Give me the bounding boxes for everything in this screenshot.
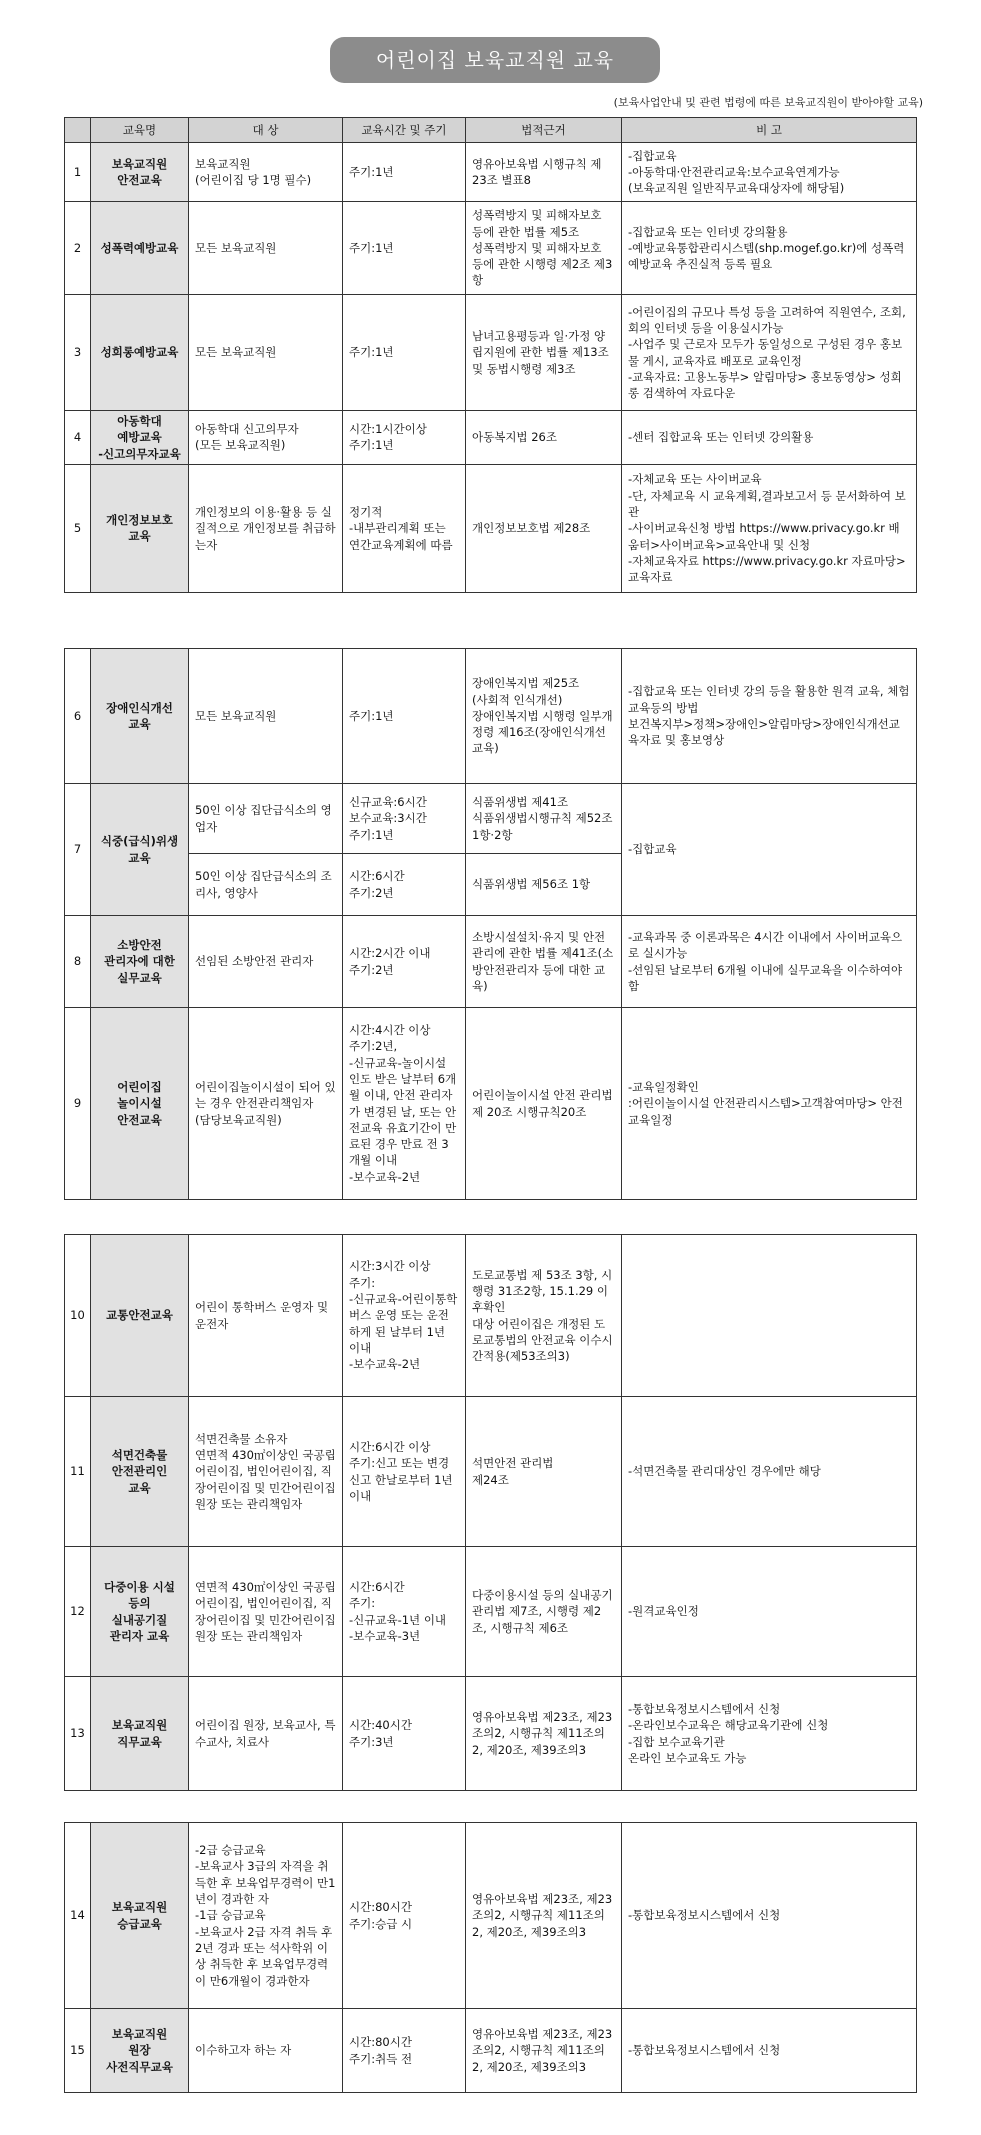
row-target: 어린이집 원장, 보육교사, 특수교사, 치료사 xyxy=(189,1677,343,1791)
row-note: -센터 집합교육 또는 인터넷 강의활용 xyxy=(622,411,917,465)
table-row xyxy=(65,916,917,1008)
row-target: 선임된 소방안전 관리자 xyxy=(189,916,343,1008)
row-no: 4 xyxy=(65,411,91,465)
table-row xyxy=(65,1677,917,1791)
row-note: -교육과목 중 이론과목은 4시간 이내에서 사이버교육으로 실시가능 -선임된 날로부터 6개월 이내에 실무교육을 이수하여야 함 xyxy=(622,916,917,1008)
table-row xyxy=(65,2009,917,2093)
row-name: 교통안전교육 xyxy=(91,1235,189,1397)
row-law: 어린이놀이시설 안전 관리법 제 20조 시행규칙20조 xyxy=(466,1008,622,1200)
page-title: 어린이집 보육교직원 교육 xyxy=(330,37,660,83)
row-target: 어린이 통학버스 운영자 및 운전자 xyxy=(189,1235,343,1397)
row-law: 소방시설설치·유지 및 안전관리에 관한 법률 제41조(소방안전관리자 등에 대한 교육) xyxy=(466,916,622,1008)
row-name: 보육교직원 직무교육 xyxy=(91,1677,189,1791)
row-target: 50인 이상 집단급식소의 영업자 xyxy=(189,784,343,854)
row-law: 성폭력방지 및 피해자보호 등에 관한 법률 제5조 성폭력방지 및 피해자보호 등에 관한 시행령 제2조 제3항 xyxy=(466,202,622,295)
row-name: 식중(급식)위생 교육 xyxy=(91,784,189,916)
row-note: -집합교육 xyxy=(622,784,917,916)
row-target: 석면건축물 소유자 연면적 430㎡이상인 국공립어린이집, 법인어린이집, 직장어린이집 및 민간어린이집 원장 또는 관리책임자 xyxy=(189,1397,343,1547)
table-row xyxy=(65,1547,917,1677)
row-name: 석면건축물 안전관리인 교육 xyxy=(91,1397,189,1547)
row-law: 남녀고용평등과 일·가정 양립지원에 관한 법률 제13조 및 동법시행령 제3조 xyxy=(466,295,622,411)
row-target: 개인정보의 이용·활용 등 실질적으로 개인정보를 취급하는자 xyxy=(189,464,343,592)
row-law: 영유아보육법 시행규칙 제23조 별표8 xyxy=(466,143,622,202)
row-target: 모든 보육교직원 xyxy=(189,649,343,784)
header-no xyxy=(65,118,91,143)
table-row xyxy=(65,143,917,202)
row-name: 보육교직원 승급교육 xyxy=(91,1823,189,2009)
row-name: 장애인식개선 교육 xyxy=(91,649,189,784)
row-law: 장애인복지법 제25조 (사회적 인식개선) 장애인복지법 시행령 일부개정령 제16조(장애인식개선 교육) xyxy=(466,649,622,784)
row-name: 소방안전 관리자에 대한 실무교육 xyxy=(91,916,189,1008)
row-name: 다중이용 시설 등의 실내공기질 관리자 교육 xyxy=(91,1547,189,1677)
row-time: 시간:6시간 주기:2년 xyxy=(343,854,466,916)
education-table-4 xyxy=(64,1822,917,2093)
row-no: 5 xyxy=(65,464,91,592)
row-time: 주기:1년 xyxy=(343,295,466,411)
row-target: -2급 승급교육 -보육교사 3급의 자격을 취득한 후 보육업무경력이 만1년이 경과한 자 -1급 승급교육 -보육교사 2급 자격 취득 후 2년 경과 또는 석사학위 이상 취득한 후 보육업무경력이 만6개월이 경과한자 xyxy=(189,1823,343,2009)
row-note: -어린이집의 규모나 특성 등을 고려하여 직원연수, 조회, 회의 인터넷 등을 이용실시가능 -사업주 및 근로자 모두가 동일성으로 구성된 경우 홍보물 게시, 교육자료 배포로 교육인정 -교육자료: 고용노동부> 알림마당> 홍보동영상> 성희롱 검색하여 자료다운 xyxy=(622,295,917,411)
row-law: 다중이용시설 등의 실내공기관리법 제7조, 시행령 제2조, 시행규칙 제6조 xyxy=(466,1547,622,1677)
row-no: 6 xyxy=(65,649,91,784)
row-note: -통합보육정보시스템에서 신청 xyxy=(622,1823,917,2009)
row-note: -집합교육 또는 인터넷 강의 등을 활용한 원격 교육, 체험 교육등의 방법 보건복지부>정책>장애인>알림마당>장애인식개선교육자료 및 홍보영상 xyxy=(622,649,917,784)
table-row xyxy=(65,1397,917,1547)
table-row xyxy=(65,464,917,592)
table-row xyxy=(65,202,917,295)
row-time: 시간:40시간 주기:3년 xyxy=(343,1677,466,1791)
row-time: 시간:6시간 주기: -신규교육-1년 이내 -보수교육-3년 xyxy=(343,1547,466,1677)
row-time: 시간:2시간 이내 주기:2년 xyxy=(343,916,466,1008)
row-time: 시간:6시간 이상 주기:신고 또는 변경신고 한날로부터 1년 이내 xyxy=(343,1397,466,1547)
row-law: 영유아보육법 제23조, 제23조의2, 시행규칙 제11조의2, 제20조, 제39조의3 xyxy=(466,1823,622,2009)
row-target: 모든 보육교직원 xyxy=(189,295,343,411)
header-target: 대 상 xyxy=(189,118,343,143)
row-no: 15 xyxy=(65,2009,91,2093)
row-time: 주기:1년 xyxy=(343,649,466,784)
row-no: 13 xyxy=(65,1677,91,1791)
row-no: 8 xyxy=(65,916,91,1008)
table-row xyxy=(65,1008,917,1200)
row-target: 보육교직원 (어린이집 당 1명 필수) xyxy=(189,143,343,202)
row-time: 정기적 -내부관리계획 또는 연간교육계획에 따름 xyxy=(343,464,466,592)
row-target: 모든 보육교직원 xyxy=(189,202,343,295)
row-time: 주기:1년 xyxy=(343,143,466,202)
page-subtitle: (보육사업안내 및 관련 법령에 따른 보육교직원이 받아야할 교육) xyxy=(613,96,923,109)
row-target: 연면적 430㎡이상인 국공립어린이집, 법인어린이집, 직장어린이집 및 민간어린이집 원장 또는 관리책임자 xyxy=(189,1547,343,1677)
row-name: 아동학대 예방교육 -신고의무자교육 xyxy=(91,411,189,465)
education-table-2 xyxy=(64,648,917,1200)
row-no: 11 xyxy=(65,1397,91,1547)
row-target: 50인 이상 집단급식소의 조리사, 영양사 xyxy=(189,854,343,916)
row-target: 이수하고자 하는 자 xyxy=(189,2009,343,2093)
row-law: 영유아보육법 제23조, 제23조의2, 시행규칙 제11조의2, 제20조, 제39조의3 xyxy=(466,1677,622,1791)
row-name: 성폭력예방교육 xyxy=(91,202,189,295)
header-row xyxy=(65,118,917,143)
row-name: 어린이집 놀이시설 안전교육 xyxy=(91,1008,189,1200)
row-no: 2 xyxy=(65,202,91,295)
row-target: 아동학대 신고의무자 (모든 보육교직원) xyxy=(189,411,343,465)
header-note: 비 고 xyxy=(622,118,917,143)
education-table-3 xyxy=(64,1234,917,1791)
row-time: 시간:4시간 이상 주기:2년, -신규교육-놀이시설 인도 받은 날부터 6개월 이내, 안전 관리자가 변경된 날, 또는 안전교육 유효기간이 만료된 경우 만료 전 3개월 이내 -보수교육-2년 xyxy=(343,1008,466,1200)
header-time: 교육시간 및 주기 xyxy=(343,118,466,143)
row-name: 보육교직원 안전교육 xyxy=(91,143,189,202)
row-name: 보육교직원 원장 사전직무교육 xyxy=(91,2009,189,2093)
row-law: 영유아보육법 제23조, 제23조의2, 시행규칙 제11조의2, 제20조, 제39조의3 xyxy=(466,2009,622,2093)
table-row xyxy=(65,649,917,784)
table-row xyxy=(65,1823,917,2009)
row-no: 7 xyxy=(65,784,91,916)
row-time: 신규교육:6시간 보수교육:3시간 주기:1년 xyxy=(343,784,466,854)
row-note: -통합보육정보시스템에서 신청 -온라인보수교육은 해당교육기관에 신청 -집합 보수교육기관 온라인 보수교육도 가능 xyxy=(622,1677,917,1791)
row-no: 3 xyxy=(65,295,91,411)
row-no: 12 xyxy=(65,1547,91,1677)
row-time: 시간:80시간 주기:승급 시 xyxy=(343,1823,466,2009)
row-law: 아동복지법 26조 xyxy=(466,411,622,465)
header-law: 법적근거 xyxy=(466,118,622,143)
row-law: 개인정보보호법 제28조 xyxy=(466,464,622,592)
row-no: 14 xyxy=(65,1823,91,2009)
row-law: 석면안전 관리법 제24조 xyxy=(466,1397,622,1547)
row-note xyxy=(622,1235,917,1397)
row-note: -집합교육 -아동학대·안전관리교육:보수교육연계가능 (보육교직원 일반직무교육대상자에 해당됨) xyxy=(622,143,917,202)
row-no: 9 xyxy=(65,1008,91,1200)
table-row xyxy=(65,295,917,411)
row-no: 1 xyxy=(65,143,91,202)
row-note: -석면건축물 관리대상인 경우에만 해당 xyxy=(622,1397,917,1547)
row-note: -통합보육정보시스템에서 신청 xyxy=(622,2009,917,2093)
row-law: 도로교통법 제 53조 3항, 시행령 31조2항, 15.1.29 이후확인 대상 어린이집은 개정된 도로교통법의 안전교육 이수시간적용(제53조의3) xyxy=(466,1235,622,1397)
row-no: 10 xyxy=(65,1235,91,1397)
row-time: 시간:80시간 주기:취득 전 xyxy=(343,2009,466,2093)
table-row xyxy=(65,1235,917,1397)
row-name: 개인정보보호 교육 xyxy=(91,464,189,592)
row-name: 성희롱예방교육 xyxy=(91,295,189,411)
table-row xyxy=(65,784,917,854)
row-time: 시간:3시간 이상 주기: -신규교육-어린이통학버스 운영 또는 운전하게 된 날부터 1년 이내 -보수교육-2년 xyxy=(343,1235,466,1397)
row-time: 시간:1시간이상 주기:1년 xyxy=(343,411,466,465)
table-row xyxy=(65,411,917,465)
row-note: -자체교육 또는 사이버교육 -단, 자체교육 시 교육계획,결과보고서 등 문서화하여 보관 -사이버교육신청 방법 https://www.privacy.go.kr 배움터>사이버교육>교육안내 및 신청 -자체교육자료 https://www.privacy.go.kr 자료마당>교육자료 xyxy=(622,464,917,592)
row-time: 주기:1년 xyxy=(343,202,466,295)
row-note: -집합교육 또는 인터넷 강의활용 -예방교육통합관리시스템(shp.mogef.go.kr)에 성폭력예방교육 추진실적 등록 필요 xyxy=(622,202,917,295)
row-target: 어린이집놀이시설이 되어 있는 경우 안전관리책임자 (담당보육교직원) xyxy=(189,1008,343,1200)
row-law: 식품위생법 제41조 식품위생법시행규칙 제52조 1항·2항 xyxy=(466,784,622,854)
row-note: -교육일정확인 :어린이놀이시설 안전관리시스템>고객참여마당> 안전교육일정 xyxy=(622,1008,917,1200)
education-table-1 xyxy=(64,117,917,593)
header-name: 교육명 xyxy=(91,118,189,143)
row-law: 식품위생법 제56조 1항 xyxy=(466,854,622,916)
row-note: -원격교육인정 xyxy=(622,1547,917,1677)
